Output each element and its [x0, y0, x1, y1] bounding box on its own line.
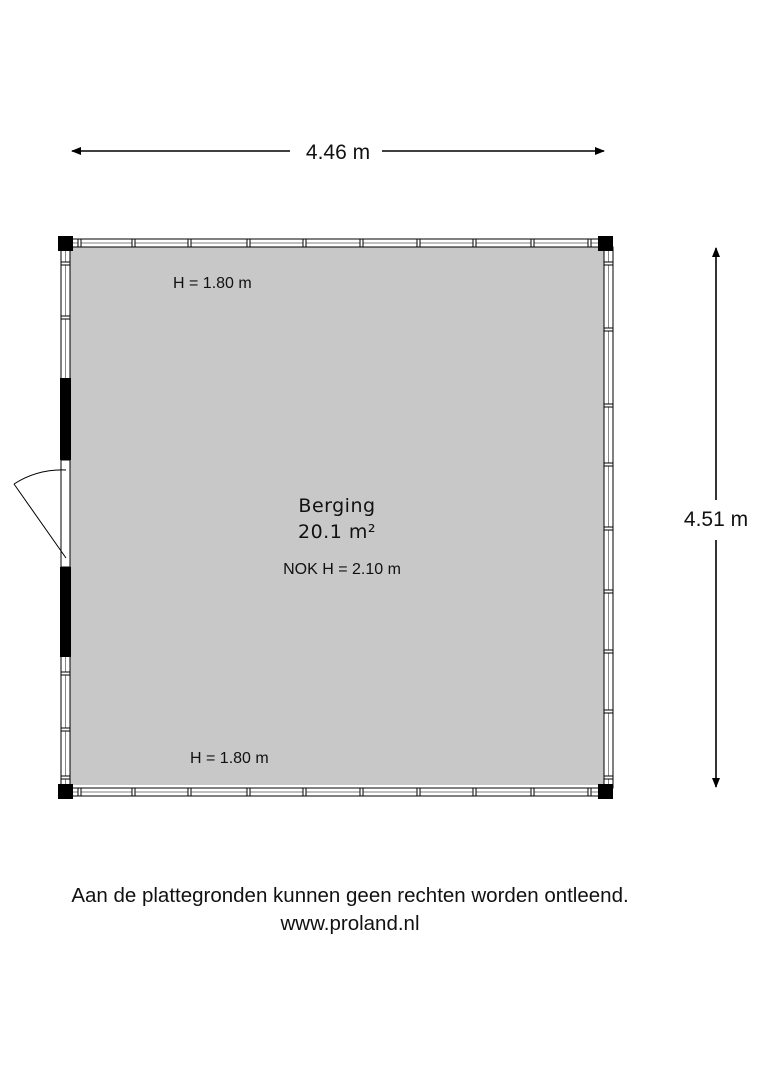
top-wall-divider: [303, 239, 306, 247]
door-opening: [61, 460, 70, 567]
right-wall-divider: [604, 590, 613, 593]
right-wall-divider: [604, 650, 613, 653]
top-wall-divider: [588, 239, 591, 247]
bottom-wall-divider: [473, 788, 476, 796]
bottom-wall-divider: [531, 788, 534, 796]
disclaimer-text: Aan de plattegronden kunnen geen rechten worden ontleend.: [71, 884, 629, 907]
bottom-wall-divider: [188, 788, 191, 796]
right-wall-divider: [604, 776, 613, 779]
right-wall-divider: [604, 463, 613, 466]
corner-post-bottom-right: [598, 784, 613, 799]
depth-dimension: [684, 248, 748, 787]
left-wall-divider: [61, 672, 70, 675]
top-wall-divider: [360, 239, 363, 247]
ridge-height: NOK H = 2.10 m: [283, 561, 401, 578]
right-wall-divider: [604, 527, 613, 530]
top-wall-divider: [531, 239, 534, 247]
right-wall-divider: [604, 404, 613, 407]
corner-post-top-left: [58, 236, 73, 251]
door: [14, 378, 71, 657]
left-wall-divider: [61, 776, 70, 779]
door-leaf: [14, 484, 66, 558]
right-wall-divider: [604, 710, 613, 713]
depth-dimension-label: 4.51 m: [683, 508, 749, 531]
top-wall-divider: [188, 239, 191, 247]
bottom-wall-divider: [132, 788, 135, 796]
left-wall-divider: [61, 728, 70, 731]
top-wall-divider: [132, 239, 135, 247]
right-wall-divider: [604, 328, 613, 331]
room-area: 20.1 m²: [298, 521, 376, 543]
website-link[interactable]: www.proland.nl: [280, 912, 420, 935]
bottom-wall-divider: [247, 788, 250, 796]
top-wall-divider: [247, 239, 250, 247]
bottom-wall-divider: [303, 788, 306, 796]
corner-post-top-right: [598, 236, 613, 251]
top-wall-divider: [78, 239, 81, 247]
top-wall-divider: [417, 239, 420, 247]
bottom-wall-divider: [588, 788, 591, 796]
eave-height-top: H = 1.80 m: [173, 275, 252, 292]
eave-height-bottom: H = 1.80 m: [190, 750, 269, 767]
corner-post-bottom-left: [58, 784, 73, 799]
bottom-wall-divider: [360, 788, 363, 796]
door-post-lower: [60, 567, 71, 657]
bottom-wall-divider: [417, 788, 420, 796]
width-dimension: [72, 141, 604, 164]
left-wall-divider: [61, 262, 70, 265]
room-name: Berging: [298, 495, 376, 517]
top-wall-divider: [473, 239, 476, 247]
door-post-upper: [60, 378, 71, 460]
width-dimension-label: 4.46 m: [305, 141, 371, 164]
left-wall-divider: [61, 316, 70, 319]
door-swing-arc: [14, 470, 66, 484]
right-wall-divider: [604, 262, 613, 265]
bottom-wall-divider: [78, 788, 81, 796]
